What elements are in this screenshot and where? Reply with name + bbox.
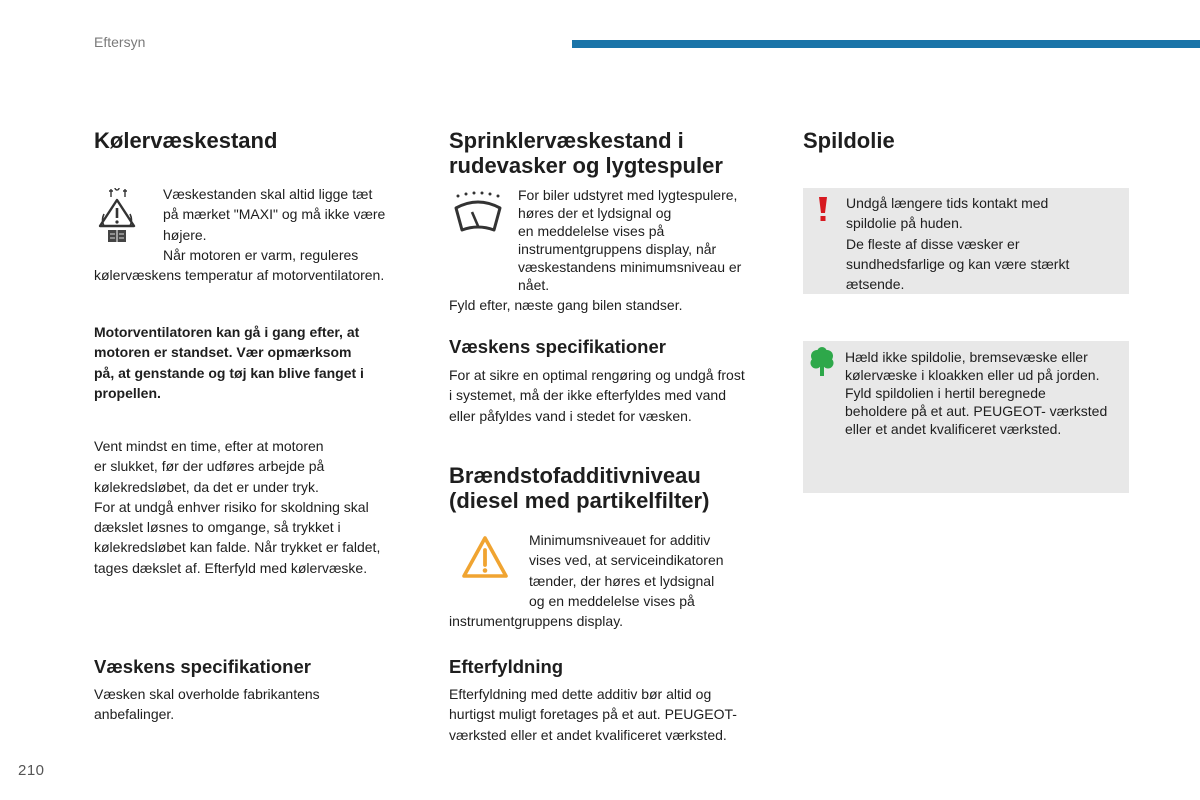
coolant-intro-line: Når motoren er varm, reguleres <box>163 246 359 263</box>
coolant-intro-tail: kølervæskens temperatur af motorventilatoren. <box>94 267 385 283</box>
washer-spec-line: i systemet, må der ikke efterfyldes med vand <box>449 387 726 404</box>
page-number: 210 <box>18 762 45 779</box>
washer-spec-line: eller påfyldes vand i stedet for væsken. <box>449 407 692 424</box>
danger-line: spildolie på huden. <box>846 215 963 232</box>
eco-box <box>803 341 1129 493</box>
additive-line: Minimumsniveauet for additiv <box>529 532 711 548</box>
additive-level-title <box>449 463 709 513</box>
coolant-warning-icon <box>96 188 138 244</box>
eco-line: beholdere på et aut. PEUGEOT- værksted <box>845 403 1108 419</box>
additive-title-line: Brændstofadditivniveau <box>449 463 701 488</box>
wait-line: dækslet løsnes to omgange, så trykket i <box>94 519 341 536</box>
header-section-label: Eftersyn <box>94 34 146 50</box>
coolant-intro-line: Væskestanden skal altid ligge tæt <box>163 186 373 202</box>
danger-line: ætsende. <box>846 276 905 293</box>
additive-line: og en meddelelse vises på <box>529 592 695 609</box>
additive-text <box>529 530 769 611</box>
coolant-intro <box>163 184 433 265</box>
washer-intro-line: en meddelelse vises på <box>518 223 665 239</box>
washer-intro-tail: Fyld efter, næste gang bilen standser. <box>449 297 683 313</box>
washer-intro-line: væskestandens minimumsniveau er <box>518 259 742 275</box>
additive-title-line: (diesel med partikelfilter) <box>449 488 710 513</box>
exclamation-icon <box>817 196 829 222</box>
refill-line: Efterfyldning med dette additiv bør altid og <box>449 686 712 702</box>
danger-line: sundhedsfarlige og kan være stærkt <box>846 255 1070 272</box>
washer-spec-line: For at sikre en optimal rengøring og undgå frost <box>449 367 745 383</box>
coolant-spec-line: Væsken skal overholde fabrikantens <box>94 686 320 702</box>
washer-intro-line: instrumentgruppens display, når <box>518 241 717 257</box>
washer-intro-line: høres der et lydsignal og <box>518 205 672 221</box>
wait-line: For at undgå enhver risiko for skoldning skal <box>94 498 369 515</box>
refill-line: værksted eller et andet kvalificeret værksted. <box>449 726 727 743</box>
used-oil-title: Spildolie <box>803 128 895 153</box>
refill-line: hurtigst muligt foretages på et aut. PEUGEOT- <box>449 706 737 723</box>
wait-line: tages dækslet af. Efterfyld med kølervæske. <box>94 559 368 576</box>
washer-intro <box>518 186 778 294</box>
coolant-spec-text <box>94 684 414 725</box>
coolant-intro-line: på mærket "MAXI" og må ikke være <box>163 206 386 223</box>
tree-icon <box>809 347 835 377</box>
danger-line: De fleste af disse væsker er <box>846 235 1020 252</box>
washer-fluid-title <box>449 128 723 178</box>
coolant-spec-title: Væskens specifikationer <box>94 656 311 677</box>
fan-warning-line: på, at genstande og tøj kan blive fanget i <box>94 364 364 381</box>
fan-warning-line: propellen. <box>94 384 161 401</box>
fan-warning-line: motoren er standset. Vær opmærksom <box>94 344 352 361</box>
additive-line: tænder, der høres et lydsignal <box>529 572 715 589</box>
refill-title: Efterfyldning <box>449 656 564 677</box>
washer-spec-text <box>449 365 789 426</box>
fan-warning-text <box>94 322 414 403</box>
washer-title-line: rudevasker og lygtespuler <box>449 153 723 178</box>
warning-triangle-icon <box>461 534 509 582</box>
coolant-intro-line: højere. <box>163 226 207 243</box>
coolant-level-title: Kølervæskestand <box>94 128 278 153</box>
wait-line: er slukket, før der udføres arbejde på <box>94 458 325 475</box>
additive-tail: instrumentgruppens display. <box>449 613 624 629</box>
wait-line: kølekredsløbet, da det er under tryk. <box>94 478 319 495</box>
coolant-spec-line: anbefalinger. <box>94 706 175 723</box>
header-accent-bar <box>572 40 1200 48</box>
washer-title-line: Sprinklervæskestand i <box>449 128 684 153</box>
danger-box <box>803 188 1129 294</box>
washer-intro-line: nået. <box>518 277 550 293</box>
fan-warning-line: Motorventilatoren kan gå i gang efter, at <box>94 324 360 340</box>
washer-spec-title: Væskens specifikationer <box>449 336 666 357</box>
eco-line: Hæld ikke spildolie, bremsevæske eller <box>845 349 1088 365</box>
washer-intro-line: For biler udstyret med lygtespulere, <box>518 187 738 203</box>
refill-text <box>449 684 789 745</box>
danger-text <box>846 193 1121 294</box>
wait-line: Vent mindst en time, efter at motoren <box>94 438 324 454</box>
eco-line: kølervæske i kloakken eller ud på jorden. <box>845 367 1100 383</box>
additive-line: vises ved, at serviceindikatoren <box>529 552 724 569</box>
danger-line: Undgå længere tids kontakt med <box>846 195 1049 211</box>
wait-line: kølekredsløbet kan falde. Når trykket er faldet, <box>94 539 381 556</box>
washer-fluid-icon <box>450 190 506 236</box>
eco-line: Fyld spildolien i hertil beregnede <box>845 385 1046 401</box>
wait-instructions <box>94 436 434 578</box>
eco-text <box>845 348 1127 438</box>
eco-line: eller et andet kvalificeret værksted. <box>845 421 1062 437</box>
